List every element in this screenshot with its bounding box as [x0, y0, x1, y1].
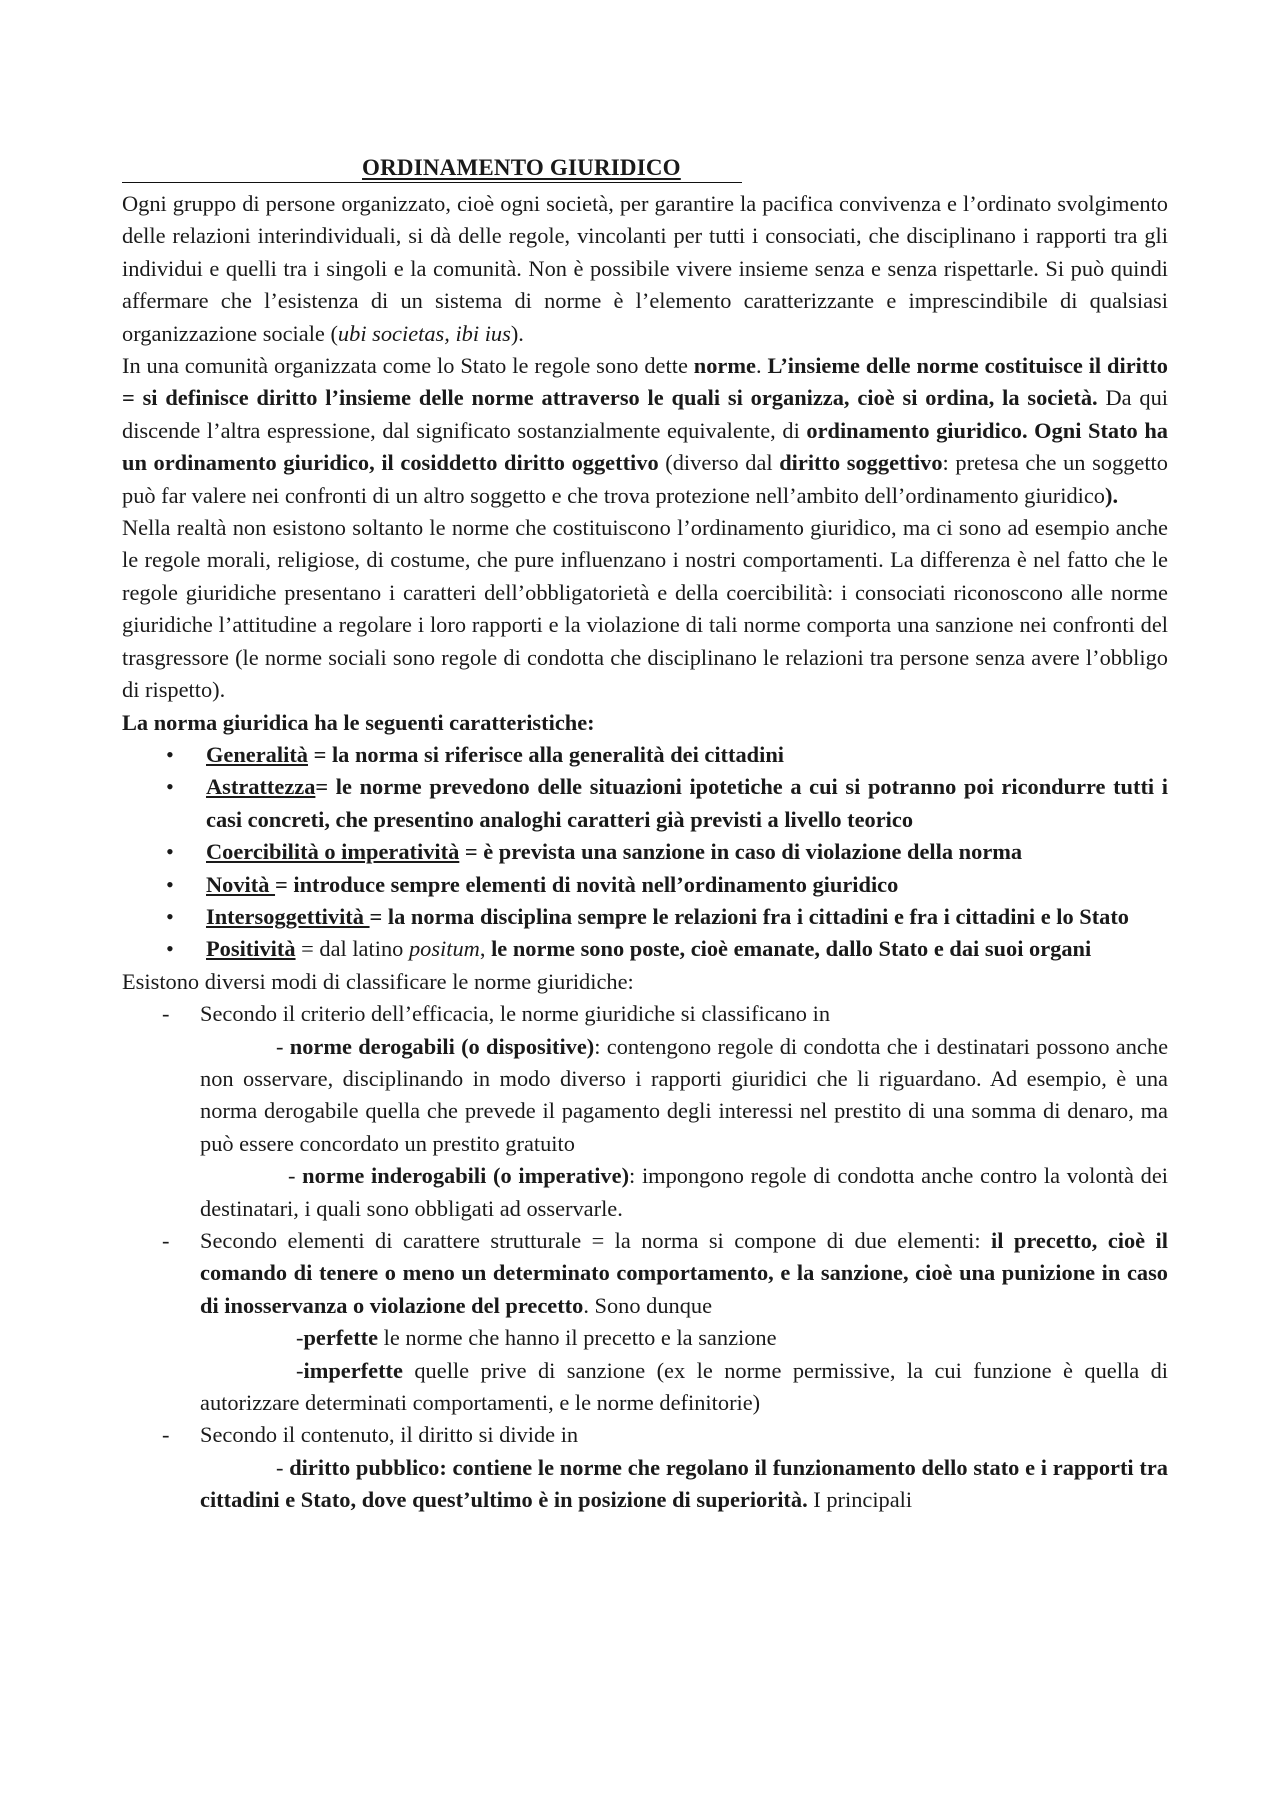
- sub-item-term: diritto pubblico: contiene le norme che regolano il funzionamento dello stato e i rapporti tra cittadini e Stato, dove quest’ultimo è in posizione di superiorità.: [200, 1454, 1168, 1513]
- criterion-content: [122, 1419, 1168, 1516]
- dash-icon: -: [162, 1001, 170, 1027]
- sub-item-perfette: [200, 1322, 1168, 1354]
- sub-item-text: quelle prive di sanzione (ex le norme permissive, la cui funzione è quella di autorizzare determinati comportamenti, e le norme definitorie): [200, 1357, 1168, 1416]
- dash-icon: -: [162, 1228, 170, 1253]
- characteristic-term: Astrattezza: [206, 774, 316, 800]
- sub-item-text: : impongono regole di condotta anche contro la volontà dei destinatari, i quali sono obbligati ad osservarle.: [200, 1163, 1168, 1221]
- classification-intro: Esistono diversi modi di classificare le norme giuridiche:: [122, 968, 634, 994]
- sub-dash-icon: -: [288, 1163, 296, 1189]
- positivita-text-a: = dal latino: [295, 936, 409, 962]
- bullet-icon: •: [166, 903, 174, 929]
- characteristic-desc: = introduce sempre elementi di novità nell’ordinamento giuridico: [275, 871, 899, 897]
- latin-maxim: ubi societas, ibi ius: [337, 320, 511, 346]
- sub-item-term: norme inderogabili (o imperative): [302, 1163, 630, 1189]
- document-page: [122, 152, 1168, 1517]
- p2-bold-soggettivo: diritto soggettivo: [779, 450, 943, 476]
- definition-paragraph: [122, 350, 1168, 512]
- list-item: [122, 739, 1168, 771]
- p2-text-e: Da qui discende l’altra espressione, dal significato sostanzialmente equivalente, di: [122, 385, 1168, 443]
- list-item: [122, 771, 1168, 836]
- characteristic-desc: = è prevista una sanzione in caso di violazione della norma: [459, 839, 1023, 865]
- p2-text-i: : pretesa che un soggetto può far valere nei confronti di un altro soggetto e che trova protezione nell’ambito dell’ordinamento giuridico: [122, 450, 1168, 508]
- sub-dash-icon: -: [296, 1325, 304, 1351]
- sub-item-term: imperfette: [303, 1357, 403, 1383]
- bullet-icon: •: [166, 839, 174, 865]
- p2-text-g: (diverso dal: [658, 450, 780, 476]
- characteristics-list: [122, 739, 1168, 966]
- sub-item-imperfette: [200, 1355, 1168, 1420]
- bullet-icon: •: [166, 936, 174, 962]
- bullet-icon: •: [166, 741, 174, 767]
- sub-item-text: I principali: [807, 1487, 913, 1513]
- p2-text-c: .: [755, 353, 768, 379]
- sub-item-diritto-pubblico: [200, 1452, 1168, 1517]
- sub-item-inderogabili: [200, 1160, 1168, 1225]
- intro-paragraph: [122, 188, 1168, 350]
- sub-item-derogabili: [200, 1031, 1168, 1161]
- dash-icon: -: [162, 1422, 170, 1448]
- list-item: [122, 933, 1168, 965]
- characteristic-term: Positività: [206, 936, 296, 962]
- title-row: [122, 152, 1168, 188]
- page-title: ORDINAMENTO GIURIDICO: [362, 155, 681, 180]
- bullet-icon: •: [166, 871, 174, 897]
- characteristic-desc: = la norma disciplina sempre le relazioni fra i cittadini e fra i cittadini e lo Stato: [369, 903, 1130, 929]
- p2-bold-ordinamento: ordinamento giuridico. Ogni Stato ha un ordinamento giuridico, il cosiddetto diritto oggettivo: [122, 417, 1168, 476]
- characteristic-desc: = le norme prevedono delle situazioni ipotetiche a cui si potranno poi ricondurre tutti i casi concreti, che presentino analoghi caratteri già previsti a livello teorico: [206, 774, 1168, 832]
- list-item: [122, 869, 1168, 901]
- p2-text-a: In una comunità organizzata come lo Stato le regole sono dette: [122, 353, 694, 379]
- criterion-structure-text: [200, 1225, 1168, 1322]
- p2-bold-norme: norme: [693, 353, 756, 379]
- sub-dash-icon: -: [276, 1033, 284, 1059]
- characteristics-heading-text: La norma giuridica ha le seguenti caratteristiche:: [122, 709, 595, 735]
- c2-text-c: . Sono dunque: [583, 1292, 713, 1318]
- c2-bold: il precetto, cioè il comando di tenere o meno un determinato comportamento, e la sanzione, cioè una punizione in caso di inosservanza o violazione del precetto: [200, 1228, 1168, 1318]
- sub-item-term: perfette: [303, 1325, 379, 1351]
- sub-item-term: norme derogabili (o dispositive): [289, 1033, 595, 1059]
- criteria-list: [122, 998, 1168, 1517]
- positivita-latin: positum: [408, 936, 480, 962]
- characteristic-term: Generalità: [206, 741, 308, 767]
- p2-bold-definition: L’insieme delle norme costituisce il diritto = si definisce diritto l’insieme delle norme attraverso le quali si organizza, cioè si ordina, la società.: [122, 353, 1168, 411]
- intro-text: Ogni gruppo di persone organizzato, cioè ogni società, per garantire la pacifica convivenza e l’ordinato svolgimento delle relazioni interindividuali, si dà delle regole, vincolanti per tutti i consociati, che disciplinano i rapporti tra gli individui e quelli tra i singoli e la comunità. Non è possibile vivere insieme senza e senza rispettarle. Si può quindi affermare che l’esistenza di un sistema di norme è l’elemento caratterizzante e imprescindibile di qualsiasi organizzazione sociale (: [122, 191, 1168, 346]
- characteristic-term: Novità: [206, 871, 276, 897]
- sub-item-text: le norme che hanno il precetto e la sanzione: [378, 1325, 777, 1351]
- characteristics-heading: [122, 707, 1168, 739]
- list-item: [122, 901, 1168, 933]
- criterion-structure: [122, 1225, 1168, 1419]
- characteristic-desc: = la norma si riferisce alla generalità dei cittadini: [307, 741, 785, 767]
- c2-text-a: Secondo elementi di carattere strutturale = la norma si compone di due elementi:: [200, 1228, 992, 1253]
- characteristic-term: Intersoggettività: [206, 903, 370, 929]
- differences-paragraph: Nella realtà non esistono soltanto le norme che costituiscono l’ordinamento giuridico, ma ci sono ad esempio anche le regole morali, religiose, di costume, che pure influenzano i nostri comportamenti. La differenza è nel fatto che le regole giuridiche presentano i caratteri dell’obbligatorietà e della coercibilità: i consociati riconoscono alle norme giuridiche l’attitudine a regolare i loro rapporti e la violazione di tali norme comporta una sanzione nei confronti del trasgressore (le norme sociali sono regole di condotta che disciplinano le relazioni tra persone senza avere l’obbligo di rispetto).: [122, 515, 1168, 703]
- sub-item-text: : contengono regole di condotta che i destinatari possono anche non osservare, disciplinando in modo diverso i rapporti giuridici che li riguardano. Ad esempio, è una norma derogabile quella che prevede il pagamento degli interessi nel prestito di una somma di denaro, ma può essere concordato un prestito gratuito: [200, 1033, 1169, 1156]
- sub-dash-icon: -: [296, 1357, 304, 1383]
- sub-dash-icon: -: [276, 1454, 284, 1480]
- positivita-text-c: le norme sono poste, cioè emanate, dallo Stato e dai suoi organi: [491, 936, 1092, 962]
- list-item: [122, 836, 1168, 868]
- criterion-content-text: Secondo il contenuto, il diritto si divide in: [200, 1422, 579, 1448]
- p2-text-j: ).: [1105, 482, 1119, 508]
- bullet-icon: •: [166, 774, 174, 800]
- intro-end: ).: [510, 320, 524, 346]
- characteristic-term: Coercibilità o imperatività: [206, 839, 460, 865]
- positivita-text-b: ,: [479, 936, 492, 962]
- criterion-efficacy-text: Secondo il criterio dell’efficacia, le norme giuridiche si classificano in: [200, 1001, 831, 1027]
- criterion-efficacy: [122, 998, 1168, 1225]
